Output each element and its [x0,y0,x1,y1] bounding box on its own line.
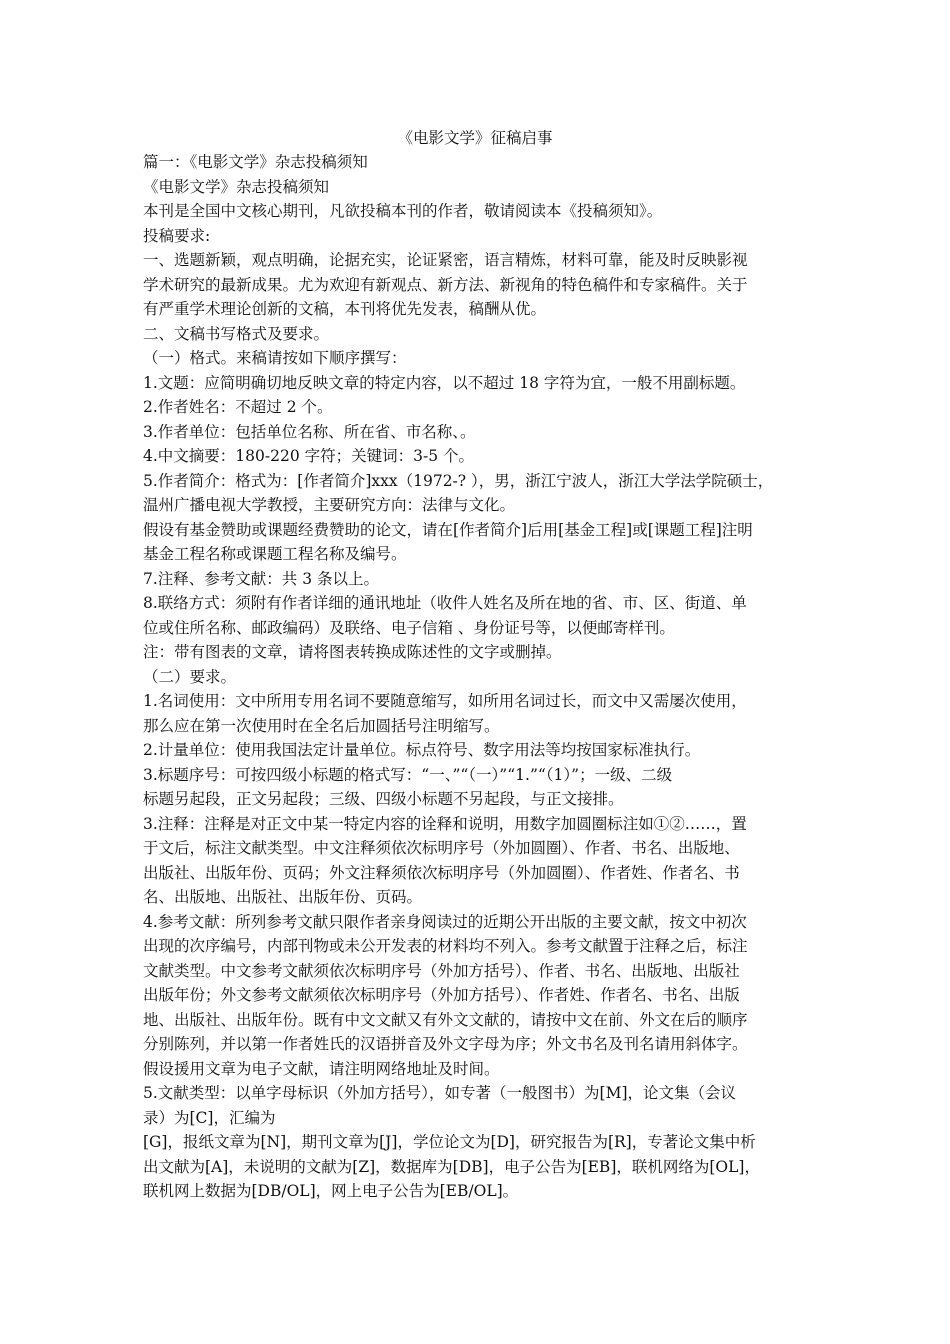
text-line: 假设援用文章为电子文献，请注明网络地址及时间。 [143,1059,500,1078]
document-title: 《电影文学》征稿启事 [397,129,553,147]
text-line: 分别陈列，并以第一作者姓氏的汉语拼音及外文字母为序；外文书名及刊名请用斜体字。 [143,1035,748,1053]
text-line: 1.名词使用：文中所用专用名词不要随意缩写，如所用名词过长，而文中又需屡次使用， [143,692,747,710]
text-line: 假设有基金赞助或课题经费赞助的论文，请在[作者简介]后用[基金工程]或[课题工程]注明 [143,520,753,539]
text-line: 3.注释：注释是对正文中某一特定内容的诠释和说明，用数字加圆圈标注如①②……，置 [143,814,747,833]
text-line: 学术研究的最新成果。尤为欢迎有新观点、新方法、新视角的特色稿件和专家稿件。关于 [143,275,748,294]
text-line: 7.注释、参考文献：共 3 条以上。 [143,569,380,588]
text-line: 1.文题：应简明确切地反映文章的特定内容，以不超过 18 字符为宜，一般不用副标题。 [143,373,746,392]
text-line: 出文献为[A]，未说明的文献为[Z]，数据库为[DB]，电子公告为[EB]，联机网络为[OL]， [143,1157,760,1176]
text-line: 名、出版地、出版社、出版年份、页码。 [143,888,423,906]
text-line: 出版社、出版年份、页码；外文注释须依次标明序号（外加圆圈）、作者姓、作者名、书 [143,863,740,882]
text-line: 4.中文摘要：180-220 字符；关键词：3-5 个。 [143,447,475,465]
text-line: 2.作者姓名：不超过 2 个。 [143,398,333,416]
text-line: 3.作者单位：包括单位名称、所在省、市名称、。 [143,422,476,441]
text-line: （一）格式。来稿请按如下顺序撰写： [143,349,407,367]
text-line: 那么应在第一次使用时在全名后加圆括号注明缩写。 [143,716,500,735]
document-body [143,150,815,1204]
text-line: 标题另起段，正文另起段；三级、四级小标题不另起段，与正文接排。 [143,790,624,808]
text-line: 5.作者简介：格式为：[作者简介]xxx（1972-? ），男，浙江宁波人，浙江大学法学院硕士， [143,471,774,490]
text-line: 投稿要求: [143,226,211,245]
text-line: 位或住所名称、邮政编码）及联络、电子信箱 、身份证号等，以便邮寄样刊。 [143,618,675,637]
text-line: 一、选题新颖，观点明确，论据充实，论证紧密，语言精炼，材料可靠，能及时反映影视 [143,251,748,269]
text-line: [G]，报纸文章为[N]，期刊文章为[J]，学位论文为[D]，研究报告为[R]，专著论文集中析 [143,1133,756,1151]
text-line: 出现的次序编号，内部刊物或未公开发表的材料均不列入。参考文献置于注释之后，标注 [143,937,748,955]
text-line: 出版年份；外文参考文献须依次标明序号（外加方括号）、作者姓、作者名、书名、出版 [143,986,740,1004]
text-line: 有严重学术理论创新的文稿，本刊将优先发表，稿酬从优。 [143,300,547,318]
text-line: 地、出版社、出版年份。既有中文文献又有外文文献的，请按中文在前、外文在后的顺序 [143,1010,748,1029]
text-line: 2.计量单位：使用我国法定计量单位。标点符号、数字用法等均按国家标准执行。 [143,741,701,759]
text-line: 本刊是全国中文核心期刊，凡欲投稿本刊的作者，敬请阅读本《投稿须知》。 [143,202,663,220]
text-line: 温州广播电视大学教授，主要研究方向：法律与文化。 [143,496,516,514]
text-line: 3.标题序号：可按四级小标题的格式写：“一、”“（一）”“1.”“（1）”；一级、二级 [143,765,673,784]
text-line: 于文后，标注文献类型。中文注释须依次标明序号（外加圆圈）、作者、书名、出版地、 [143,839,740,857]
text-line: 5.文献类型：以单字母标识（外加方括号），如专著（一般图书）为[M]，论文集（会议 [143,1084,737,1102]
text-line: 《电影文学》杂志投稿须知 [143,177,330,196]
text-line: 篇一：《电影文学》杂志投稿须知 [143,153,368,171]
text-line: 注：带有图表的文章，请将图表转换成陈述性的文字或删掉。 [143,643,562,661]
text-line: 基金工程名称或课题工程名称及编号。 [143,545,407,563]
text-line: 4.参考文献：所列参考文献只限作者亲身阅读过的近期公开出版的主要文献，按文中初次 [143,912,747,931]
text-line: 录）为[C]，汇编为 [143,1108,276,1127]
text-line: 8.联络方式：须附有作者详细的通讯地址（收件人姓名及所在地的省、市、区、街道、单 [143,594,747,612]
text-line: 联机网上数据为[DB/OL]，网上电子公告为[EB/OL]。 [143,1182,519,1200]
text-line: （二）要求。 [143,667,237,686]
text-line: 文献类型。中文参考文献须依次标明序号（外加方括号）、作者、书名、出版地、出版社 [143,961,740,980]
text-line: 二、文稿书写格式及要求。 [143,324,330,343]
